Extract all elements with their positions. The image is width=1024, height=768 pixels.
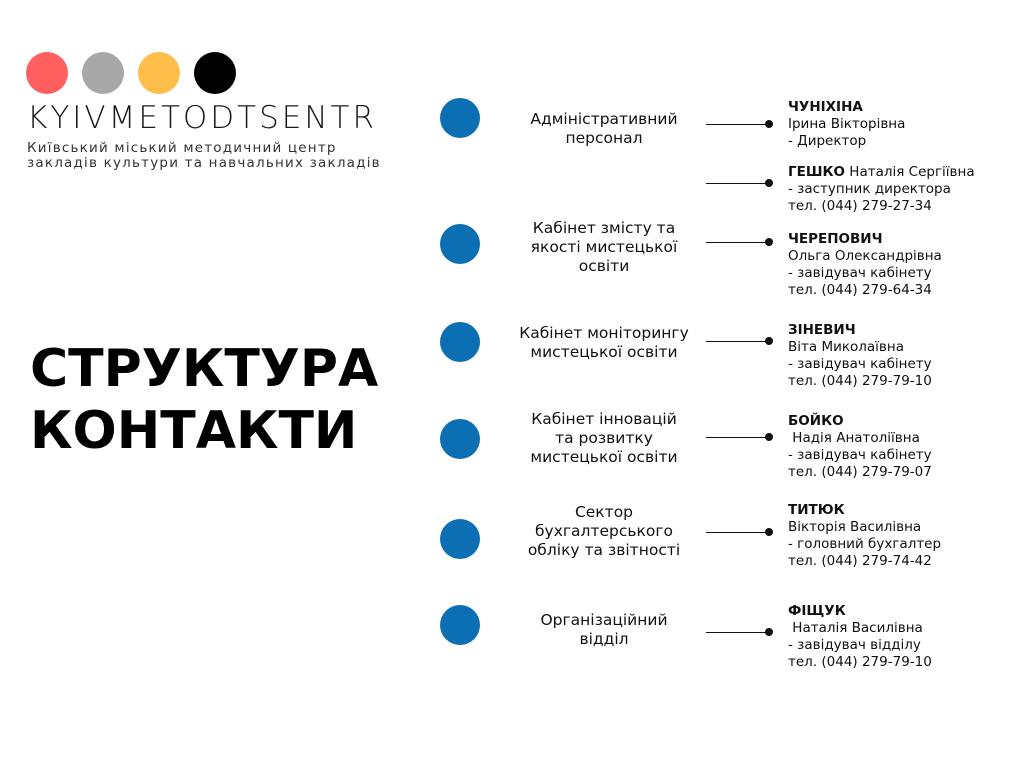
brand-dot-gray xyxy=(82,52,124,94)
dept-label-admin: Адміністративний персонал xyxy=(530,110,678,147)
brand-dots xyxy=(26,52,236,94)
dept-node-innovation xyxy=(440,419,480,459)
dept-label-innovation: Кабінет інновацій та розвитку мистецької освіти xyxy=(530,410,678,466)
contact-surname: ТИТЮК xyxy=(788,502,845,518)
connector-line xyxy=(706,437,768,438)
brand-subtitle-line2: закладів культури та навчальних закладів xyxy=(27,155,381,171)
contact-boiko xyxy=(788,413,1020,481)
contact-surname: ЧУНІХІНА xyxy=(788,99,863,115)
brand-dot-yellow xyxy=(138,52,180,94)
contact-details: Наталія Василівна - завідувач відділу тел. (044) 279-79-10 xyxy=(788,620,932,670)
page-title-line1: СТРУКТУРА xyxy=(30,339,379,399)
contact-surname: ЗІНЕВИЧ xyxy=(788,322,856,338)
brand-subtitle-line1: Київський міський методичний центр xyxy=(27,140,337,156)
contact-details: Віта Миколаївна - завідувач кабінету тел. (044) 279-79-10 xyxy=(788,339,932,389)
contact-surname: ФІЩУК xyxy=(788,603,846,619)
brand-dot-red xyxy=(26,52,68,94)
dept-label-monitoring: Кабінет моніторингу мистецької освіти xyxy=(519,324,689,361)
connector-line xyxy=(706,183,768,184)
contact-surname: БОЙКО xyxy=(788,413,844,429)
contact-fishchuk xyxy=(788,603,1020,671)
dept-node-content xyxy=(440,224,480,264)
brand-dot-black xyxy=(194,52,236,94)
dept-node-admin xyxy=(440,98,480,138)
connector-line xyxy=(706,124,768,125)
dept-node-organizational xyxy=(440,605,480,645)
page-title-line2: КОНТАКТИ xyxy=(30,401,358,461)
contact-cherepovych xyxy=(788,231,1020,299)
contact-zinevych xyxy=(788,322,1020,390)
contact-details: Ольга Олександрівна - завідувач кабінету тел. (044) 279-64-34 xyxy=(788,248,942,298)
page-title xyxy=(30,338,378,462)
brand-subtitle xyxy=(27,141,381,171)
contact-surname: ЧЕРЕПОВИЧ xyxy=(788,231,883,247)
connector-line xyxy=(706,632,768,633)
dept-label-organizational: Організаційний відділ xyxy=(540,611,668,648)
connector-line xyxy=(706,532,768,533)
dept-node-accounting xyxy=(440,519,480,559)
contact-details: Надія Анатоліївна - завідувач кабінету тел. (044) 279-79-07 xyxy=(788,430,932,480)
contact-details: Вікторія Василівна - головний бухгалтер тел. (044) 279-74-42 xyxy=(788,519,942,569)
dept-node-monitoring xyxy=(440,322,480,362)
contact-tytiuk xyxy=(788,502,1020,570)
brand-name: KYIVMETODTSENTR xyxy=(27,100,378,136)
contact-heshko xyxy=(788,164,1020,215)
contact-surname: ГЕШКО xyxy=(788,164,846,180)
dept-label-content: Кабінет змісту та якості мистецької освіти xyxy=(530,219,678,275)
connector-line xyxy=(706,341,768,342)
contact-details: Ірина Вікторівна - Директор xyxy=(788,116,906,149)
contact-details: Наталія Сергіївна - заступник директора тел. (044) 279-27-34 xyxy=(788,164,975,214)
connector-line xyxy=(706,242,768,243)
contact-chunikhina xyxy=(788,99,1020,150)
dept-label-accounting: Сектор бухгалтерського обліку та звітності xyxy=(527,503,681,559)
